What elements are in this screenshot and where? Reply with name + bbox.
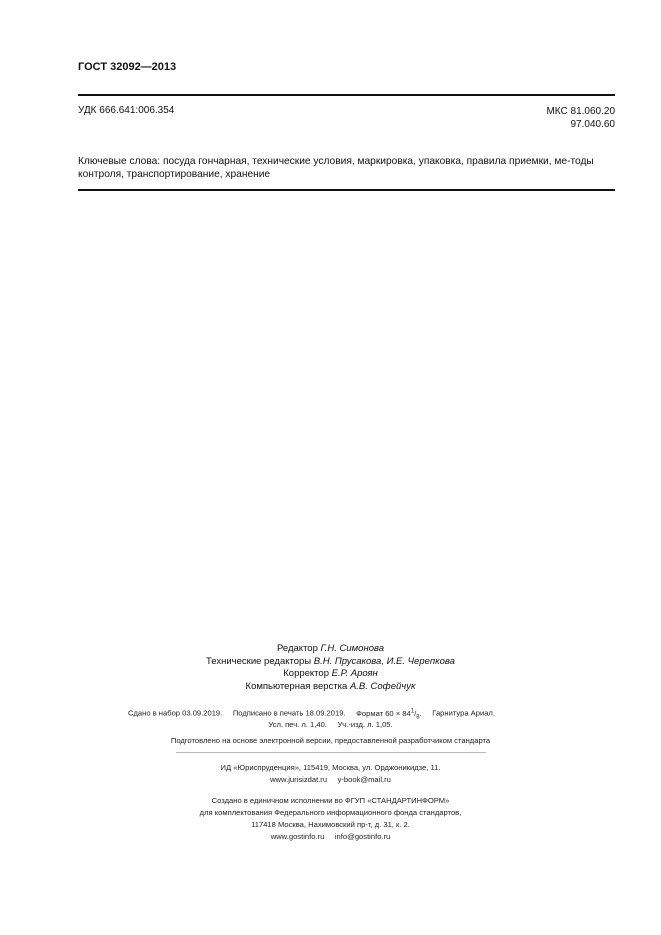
editor-name: Г.Н. Симонова — [320, 643, 385, 654]
mks-codes — [546, 105, 615, 131]
publisher-contacts — [0, 774, 661, 786]
corrector-label: Корректор — [283, 668, 329, 679]
keywords-divider — [78, 189, 615, 191]
paper-format: Формат $60 \times 84^1/_8$. — [356, 708, 422, 721]
keywords-text: Ключевые слова: посуда гончарная, технические условия, маркировка, упаковка, правила приемки, ме-тоды контроля, транспортирование, хранение — [78, 156, 594, 180]
publisher-block — [0, 762, 661, 786]
creator-site-link[interactable]: www.gostinfo.ru — [270, 832, 325, 841]
print-sheets: Усл. печ. л. 1,40. — [268, 720, 327, 729]
creator-address: 117418 Москва, Нахимовский пр-т, д. 31, к. 2. — [251, 820, 410, 829]
top-divider — [78, 94, 615, 96]
creator-block — [0, 795, 661, 819]
layout-name: А.В. Софейчук — [349, 680, 416, 692]
tech-editors-line — [0, 656, 661, 669]
corrector-name: Е.Р. Ароян — [331, 668, 378, 679]
credits-block — [0, 643, 661, 693]
creator-contacts — [0, 831, 661, 843]
typeface: Гарнитура Ариал. — [432, 708, 495, 718]
creator-email-link[interactable]: info@gostinfo.ru — [334, 832, 391, 841]
editor-label: Редактор — [276, 643, 318, 654]
mks-line-2: 97.040.60 — [570, 119, 615, 130]
mks-line-1: МКС 81.060.20 — [546, 106, 615, 117]
publisher-sheets: Уч.-изд. л. 1,05. — [337, 720, 393, 729]
tech-editors-label: Технические редакторы — [206, 655, 312, 667]
document-code: ГОСТ 32092—2013 — [78, 61, 177, 73]
editor-line — [0, 643, 661, 656]
publisher-address: ИД «Юриспруденция», 115419, Москва, ул. Орджоникидзе, 11. — [220, 763, 441, 772]
layout-line — [0, 681, 661, 694]
creator-line-2: для комплектования Федерального информационного фонда стандартов, — [199, 808, 462, 817]
tech-editors-names: В.Н. Прусакова, И.Е. Черепкова — [313, 655, 455, 667]
info-divider — [176, 752, 486, 753]
creator-address-block — [0, 819, 661, 843]
prepared-note: Подготовлено на основе электронной версии, предоставленной разработчиком стандарта — [170, 736, 491, 745]
udk-code: УДК 666.641:006.354 — [78, 105, 175, 116]
corrector-line — [0, 668, 661, 681]
publisher-site-link[interactable]: www.jurisizdat.ru — [270, 775, 328, 784]
sheets-line — [0, 720, 661, 729]
publisher-email-link[interactable]: y-book@mail.ru — [337, 775, 391, 784]
creator-line-1: Создано в единичном исполнении во ФГУП «СТАНДАРТИНФОРМ» — [211, 796, 450, 805]
signed-date: Подписано в печать 18.09.2019. — [232, 708, 346, 718]
layout-label: Компьютерная верстка — [245, 680, 348, 692]
submitted-date: Сдано в набор 03.09.2019. — [128, 708, 223, 718]
print-info-line — [128, 708, 495, 720]
